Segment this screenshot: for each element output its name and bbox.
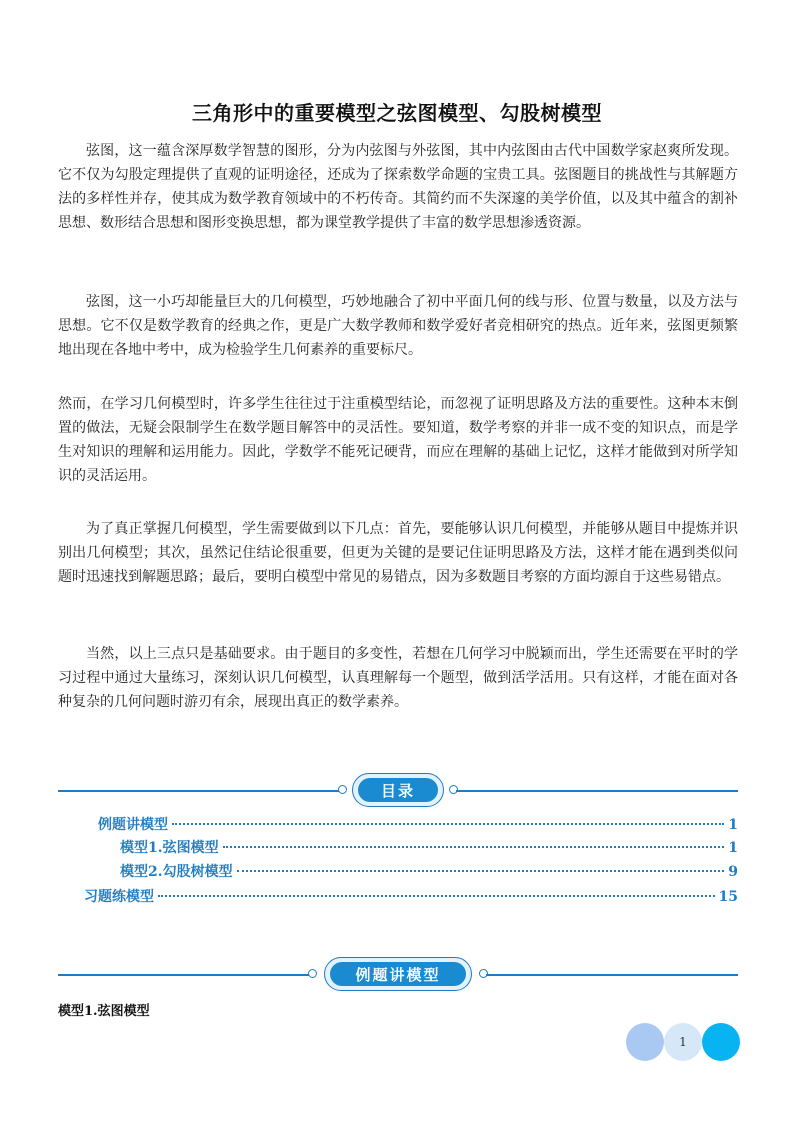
banner-dot-left	[338, 785, 347, 794]
toc-entry-label: 模型2.勾股树模型	[120, 864, 233, 880]
toc-entry-label: 习题练模型	[84, 889, 154, 905]
toc-leader-dots	[158, 895, 715, 897]
banner-line-left	[58, 790, 340, 792]
toc-banner	[58, 771, 738, 811]
toc-leader-dots	[223, 846, 725, 848]
paragraph-conclusion: 当然，以上三点只是基础要求。由于题目的多变性，若想在几何学习中脱颖而出，学生还需要在平时的学习过程中通过大量练习，深刻认识几何模型，认真理解每一个题型，做到活学活用。只有这样，才能在面对各种复杂的几何问题时游刃有余，展现出真正的数学素养。	[58, 646, 738, 710]
paragraph-intro: 弦图，这一蕴含深厚数学智慧的图形，分为内弦图与外弦图，其中内弦图由古代中国数学家赵爽所发现。它不仅为勾股定理提供了直观的证明途径，还成为了探索数学命题的宝贵工具。弦图题目的挑战性与其解题方法的多样性并存，使其成为数学教育领域中的不朽传奇。其简约而不失深邃的美学价值，以及其中蕴含的割补思想、数形结合思想和图形变换思想，都为课堂教学提供了丰富的数学思想渗透资源。	[58, 143, 738, 231]
paragraph-learning-issue: 然而，在学习几何模型时，许多学生往往过于注重模型结论，而忽视了证明思路及方法的重要性。这种本末倒置的做法，无疑会限制学生在数学题目解答中的灵活性。要知道，数学考察的并非一成不变的知识点，而是学生对知识的理解和运用能力。因此，学数学不能死记硬背，而应在理解的基础上记忆，这样才能做到对所学知识的灵活运用。	[58, 396, 738, 484]
badge-circle-right	[702, 1023, 740, 1061]
toc-leader-dots	[237, 870, 725, 872]
page-number: 1	[664, 1023, 702, 1061]
section-heading: 例题讲模型	[330, 962, 466, 986]
toc-entry-label: 例题讲模型	[98, 817, 168, 833]
section-heading-pill	[324, 957, 472, 991]
toc-entry-page: 15	[718, 889, 738, 905]
toc-entry-exercises[interactable]	[84, 886, 738, 906]
paragraph-mastery-steps: 为了真正掌握几何模型，学生需要做到以下几点：首先，要能够认识几何模型，并能够从题目中提炼并识别出几何模型；其次，虽然记住结论很重要，但更为关键的是要记住证明思路及方法，这样才能在遇到类似问题时迅速找到解题思路；最后，要明白模型中常见的易错点，因为多数题目考察的方面均源自于这些易错点。	[58, 521, 738, 585]
toc-leader-dots	[172, 823, 724, 825]
banner-line-right	[456, 790, 738, 792]
toc-entry-page: 9	[728, 864, 738, 880]
page-number-badge	[626, 1023, 740, 1061]
banner-dot-left	[308, 969, 317, 978]
badge-circle-left	[626, 1023, 664, 1061]
paragraph-model-overview: 弦图，这一小巧却能量巨大的几何模型，巧妙地融合了初中平面几何的线与形、位置与数量，以及方法与思想。它不仅是数学教育的经典之作，更是广大数学教师和数学爱好者竞相研究的热点。近年来，弦图更频繁地出现在各地中考中，成为检验学生几何素养的重要标尺。	[58, 294, 738, 358]
banner-line-right	[486, 974, 738, 976]
toc-heading: 目录	[358, 778, 438, 802]
toc-entry-model-1[interactable]	[120, 837, 738, 857]
toc-entry-label: 模型1.弦图模型	[120, 840, 219, 856]
banner-line-left	[58, 974, 310, 976]
toc-entry-examples[interactable]	[98, 814, 738, 834]
toc-heading-pill	[352, 773, 444, 807]
section-subheading: 模型1.弦图模型	[58, 1004, 150, 1019]
section-banner	[58, 955, 738, 995]
toc-entry-page: 1	[728, 817, 738, 833]
page-title: 三角形中的重要模型之弦图模型、勾股树模型	[192, 101, 602, 125]
toc-entry-page: 1	[728, 840, 738, 856]
toc-entry-model-2[interactable]	[120, 861, 738, 881]
